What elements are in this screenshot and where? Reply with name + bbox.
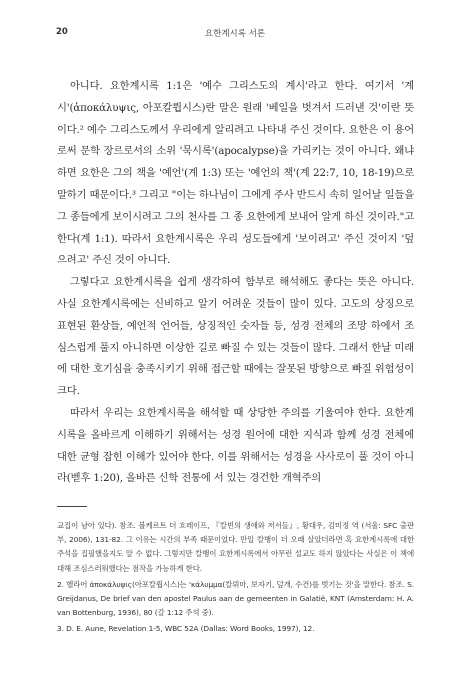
paragraph: 아니다. 요한계시록 1:1은 '예수 그리스도의 계시'라고 한다. 여기서 '계시'(ἀποκάλυψις, 아포칼륍시스)란 말은 원래 '베일을 벗겨서 드러낸 것'이란 뜻이다.² 예수 그리스도께서 우리에게 알리려고 나타내 주신 것이다. 요한은 이 용어로써 문학 장르로서의 소위 '묵시록'(apocalypse)을 가리키는 것이 아니다. 왜냐하면 요한은 그의 책을 '예언'(계 1:3) 또는 '예언의 책'(계 22:7, 10, 18-19)으로 말하기 때문이다.³ 그리고 "이는 하나님이 그에게 주사 반드시 속히 일어날 일들을 그 종들에게 보이시려고 그의 천사를 그 종 요한에게 보내어 알게 하신 것이라."고 한다(계 1:1). 따라서 요한계시록은 우리 성도들에게 '보이려고' 주신 것이지 '덮으려고' 주신 것이 아니다.: [57, 80, 414, 267]
footnote: 2. 헬라어 ἀποκάλυψις(아포칼륍시스)는 'κάλυμμα(칼뤼마, 보자기, 덮개, 수건)를 벗기는 것'을 말한다. 참조. S. Greijdanus, De brief van den apostel Paulus aan de gemeenten in Galatië, KNT (Amsterdam: H. A. van Bottenburg, 1936), 80 (갈 1:12 주석 중).: [57, 579, 414, 618]
footnotes: [57, 519, 414, 639]
footnote: 3. D. E. Aune, Revelation 1-5, WBC 52A (Dallas: Word Books, 1997), 12.: [57, 624, 315, 634]
paragraph: 따라서 우리는 요한계시록을 해석할 때 상당한 주의를 기울여야 한다. 요한계시록을 올바르게 이해하기 위해서는 성경 원어에 대한 지식과 함께 성경 전체에 대한 균형 잡힌 이해가 있어야 한다. 이를 위해서는 성경을 사사로이 풀 것이 아니라(벧후 1:20), 올바른 신학 전통에 서 있는 경건한 개혁주의: [57, 406, 414, 485]
running-title: 요한계시록 서론: [204, 29, 266, 39]
footnote: 교집이 남아 있다). 참조. 볼케르트 더 흐레이프, 『칼빈의 생애와 저서들』, 황대우, 김미정 역 (서울: SFC 출판부, 2006), 131-82. 그 이유는 시간의 부족 때문이었다. 만일 칼뱅이 더 오래 살았더라면 혹 요한계시록에 대한 주석을 집필했을지도 알 수 없다. 그렇지만 칼뱅이 요한계시록에서 아무런 설교도 하지 않았다는 사실은 이 책에 대해 조심스러워했다는 점작을 가능하게 한다.: [57, 521, 414, 573]
footnote-divider: [57, 506, 87, 507]
page-number: 20: [56, 27, 68, 37]
page-header: [56, 27, 414, 41]
paragraph: 그렇다고 요한계시록을 쉽게 생각하여 함부로 해석해도 좋다는 뜻은 아니다. 사실 요한계시록에는 신비하고 알기 어려운 것들이 많이 있다. 고도의 상징으로 표현된 환상들, 예언적 언어들, 상징적인 숫자들 등, 성경 전체의 조망 하에서 조심스럽게 풀지 아니하면 이상한 길로 빠질 수 있는 것들이 많다. 그래서 한날 미래에 대한 호기심을 충족시키기 위해 접근할 때에는 잘못된 방향으로 빠질 위험성이 크다.: [57, 276, 414, 398]
body-text: [57, 76, 414, 490]
